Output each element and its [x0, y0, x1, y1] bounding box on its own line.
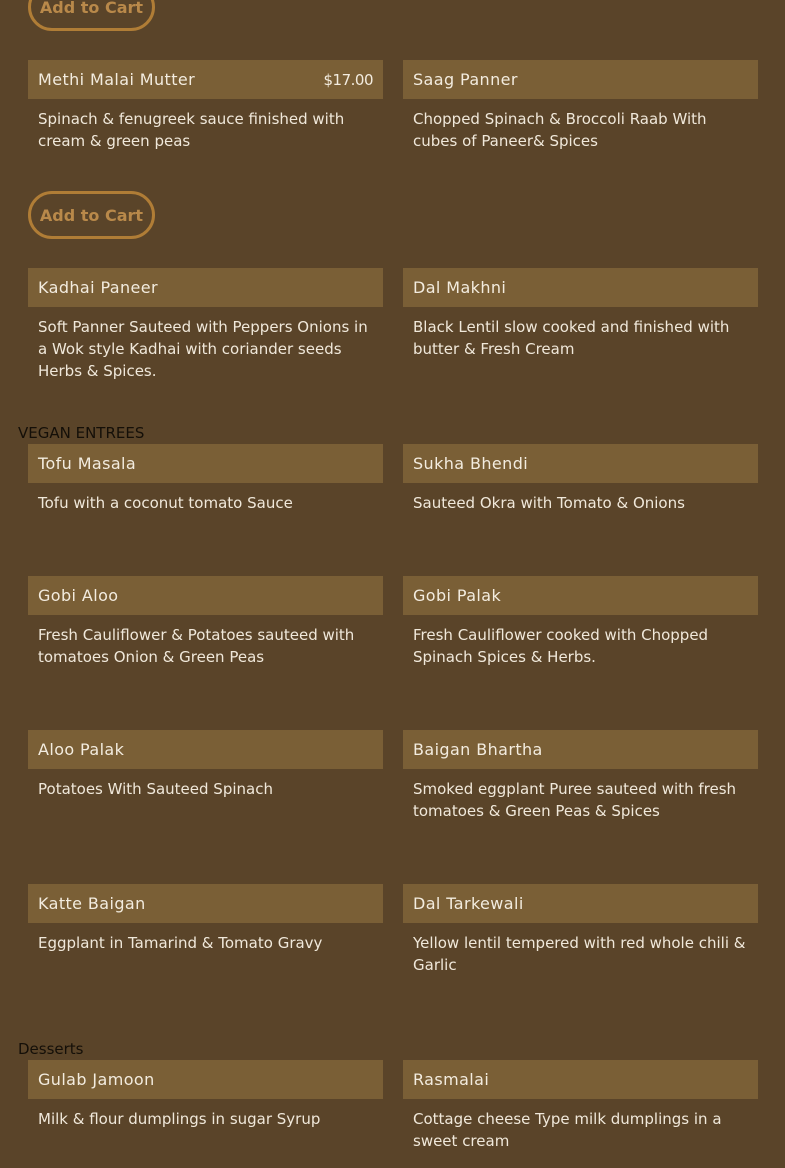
- section-title-vegan: VEGAN ENTREES: [18, 424, 145, 442]
- menu-item-header: [28, 60, 383, 99]
- item-name: Aloo Palak: [38, 740, 125, 759]
- add-to-cart-button[interactable]: Add to Cart: [28, 0, 155, 31]
- item-name: Rasmalai: [413, 1070, 490, 1089]
- item-name: Dal Makhni: [413, 278, 507, 297]
- item-description: Cottage cheese Type milk dumplings in a sweet cream: [413, 1110, 722, 1150]
- item-name: Tofu Masala: [38, 454, 137, 473]
- item-name: Kadhai Paneer: [38, 278, 158, 297]
- menu-item-header: [403, 444, 758, 483]
- item-description: Soft Panner Sauteed with Peppers Onions in a Wok style Kadhai with coriander seeds Herbs & Spices.: [38, 318, 368, 380]
- menu-item-header: [403, 884, 758, 923]
- item-description: Potatoes With Sauteed Spinach: [38, 780, 273, 798]
- item-description: Tofu with a coconut tomato Sauce: [38, 494, 293, 512]
- item-name: Methi Malai Mutter: [38, 70, 196, 89]
- menu-item-header: [403, 60, 758, 99]
- item-name: Gobi Aloo: [38, 586, 119, 605]
- add-to-cart-button[interactable]: Add to Cart: [28, 191, 155, 239]
- item-description: Fresh Cauliflower cooked with Chopped Spinach Spices & Herbs.: [413, 626, 709, 666]
- item-name: Baigan Bhartha: [413, 740, 543, 759]
- item-description: Spinach & fenugreek sauce finished with cream & green peas: [38, 110, 345, 150]
- menu-item-header: [28, 268, 383, 307]
- menu-item-header: [403, 1060, 758, 1099]
- item-description: Sauteed Okra with Tomato & Onions: [413, 494, 685, 512]
- menu-item-header: [28, 444, 383, 483]
- item-name: Sukha Bhendi: [413, 454, 529, 473]
- item-name: Dal Tarkewali: [413, 894, 524, 913]
- menu-item-header: [403, 576, 758, 615]
- item-description: Yellow lentil tempered with red whole chili & Garlic: [413, 934, 746, 974]
- menu-item-header: [403, 268, 758, 307]
- item-description: Eggplant in Tamarind & Tomato Gravy: [38, 934, 323, 952]
- menu-item-header: [28, 730, 383, 769]
- item-name: Gobi Palak: [413, 586, 502, 605]
- menu-item-header: [403, 730, 758, 769]
- item-description: Black Lentil slow cooked and finished with butter & Fresh Cream: [413, 318, 730, 358]
- item-description: Smoked eggplant Puree sauteed with fresh tomatoes & Green Peas & Spices: [413, 780, 737, 820]
- item-description: Milk & flour dumplings in sugar Syrup: [38, 1110, 321, 1128]
- menu-item-header: [28, 1060, 383, 1099]
- item-name: Katte Baigan: [38, 894, 146, 913]
- menu-item-header: [28, 576, 383, 615]
- section-title-desserts: Desserts: [18, 1040, 84, 1058]
- item-description: Fresh Cauliflower & Potatoes sauteed with tomatoes Onion & Green Peas: [38, 626, 355, 666]
- item-description: Chopped Spinach & Broccoli Raab With cubes of Paneer& Spices: [413, 110, 707, 150]
- menu-item-header: [28, 884, 383, 923]
- item-name: Saag Panner: [413, 70, 518, 89]
- item-price: $17.00: [323, 70, 373, 89]
- item-name: Gulab Jamoon: [38, 1070, 155, 1089]
